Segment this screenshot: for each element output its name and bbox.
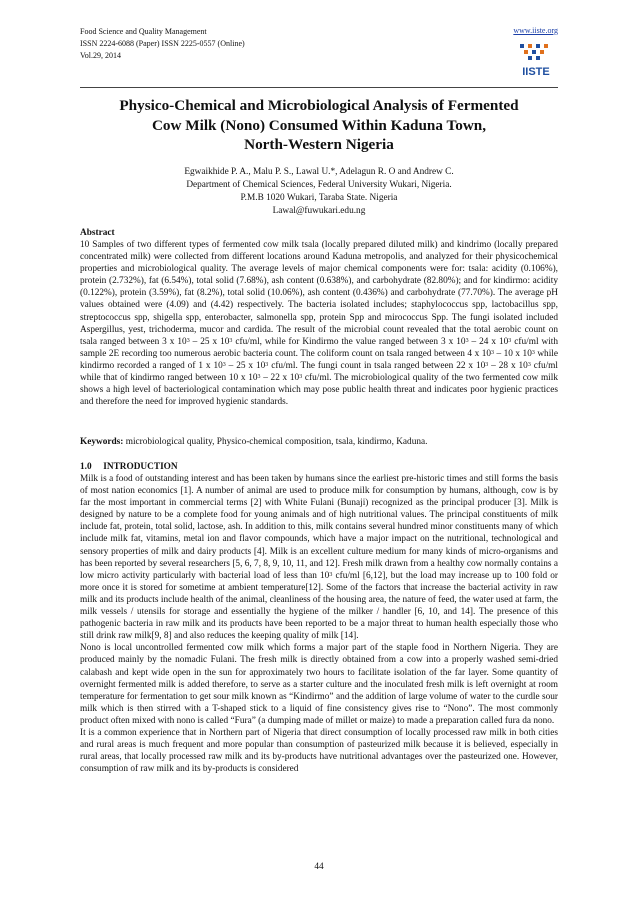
keywords-text: microbiological quality, Physico-chemical composition, tsala, kindirmo, Kaduna. [123,437,428,447]
intro-paragraph-1: Milk is a food of outstanding interest and has been taken by humans since the earliest pre-historic times and still forms the basis of most nation economics [1]. A number of animal are used to produce milk for consumption by humans, although, cow is by far the most important in commercial terms [2] with White Fulani (Bunaji) recognized as the principal producer [3]. Milk is designed by nature to be a complete food for young animals and of high nutritional values. The principal constituents of milk include fat, protein, total solid, lactose, ash. In addition to this, milk contains several hundred minor constituents many of which include milk fat, vitamins, metal ion and flavor compounds, which have a major impact on the nutritional, technological and sensory properties of milk and dairy products [4]. Milk is an excellent culture medium for many kinds of micro-organisms and has been reported by several researchers [5, 6, 7, 8, 9, 10, 11, and 12]. Fresh milk drawn from a healthy cow normally contains a low micro activity particularly with bacterial load of less than $10^3$ cfu/ml [6,12], but the load may increase up to 100 fold or more once it is stored for sometime at ambient temperature[12]. Some of the factors that increase the bacterial activity in raw milk and its products include health of the animal, cleanliness of the housing area, the nature of feed, the water used at farm, the milk vessels / utensils for storage and essentially the hygiene of the milker / handler [6, 10, and 14]. The presence of this pathogenic bacteria in raw milk and its products have been reported to be a major threat to human health especially those who still drink raw milk[9, 8] and also reduces the keeping quality of milk [14]. [80,474,558,642]
title-line-3: North-Western Nigeria [244,136,394,153]
introduction-heading: 1.0 INTRODUCTION [80,462,178,472]
abstract-heading: Abstract [80,228,115,238]
journal-header [80,26,560,63]
title-line-2: Cow Milk (Nono) Consumed Within Kaduna Town, [151,116,487,134]
keywords-label: Keywords: [80,437,124,447]
author-affiliation: Department of Chemical Sciences, Federal University Wukari, Nigeria. [186,180,452,190]
author-names: Egwaikhide P. A., Malu P. S., Lawal U.*, Adelagun R. O and Andrew C. [184,167,454,177]
intro-paragraph-3: It is a common experience that in Northern part of Nigeria that direct consumption of locally processed raw milk in both cities and rural areas is much frequent and more popular than consumption of pasteurized milk because it is believed, especially in rural areas, that locally processed raw milk and its by-products have nutritional advantages over the pasteurized one. However, consumption of raw milk and its by-products is considered [80,727,558,775]
paper-title [80,96,558,155]
logo-text: IISTE [522,66,550,78]
page-number: 44 [314,862,324,872]
keywords-line [80,436,558,448]
author-block [80,166,558,218]
volume-line: Vol.29, 2014 [80,51,121,61]
intro-paragraph-2: Nono is local uncontrolled fermented cow milk which forms a major part of the staple food in Northern Nigeria. They are produced mainly by the nomadic Fulani. The fresh milk is directly obtained from a cow into a properly washed semi-dried calabash and kept wide open in the sun for approximately two hours to facilitate isolation of the far layer. Some quantity of overnight fermented milk is added therefore, to serve as a starter culture and the inoculated fresh milk is left overnight at room temperature for fermentation to get sour milk known as “Kindirmo” and the addition of large volume of water to the curdle sour milk which is then stirred with a T-shaped stick to a liquid of fine consistency gives rise to “Nono”. The most commonly product often mixed with nono is called “Fura” (a dumping made of millet or maize) to made a preparation called fura da nono. [80,643,558,726]
author-email: Lawal@fuwukari.edu.ng [272,206,366,216]
abstract-text: 10 Samples of two different types of fermented cow milk tsala (locally prepared diluted milk) and kindrimo (locally prepared concentrated milk) were collected from different locations around Kaduna metropolis, and analyzed for their physicochemical properties and microbiological quality. The average levels of major chemical components were for: tsala: acidity (0.106%), protein (2.732%), fat (6.54%), total solid (7.68%), ash content (0.638%), and carbohydrate (82.80%); and for kindirmo: acidity (0.122%), protein (3.59%), fat (8.2%), total solid (10.06%), ash content (0.436%) and carbohydrate (77.70%). The average pH values obtained were (4.09) and (4.42) respectively. The bacteria isolated includes; staphylococcus spp, lactobacillus spp, streptococcus spp, shigella spp, enterobacter, salmonella spp, protein Spp and mirococcus Spp. The fungi isolated included Aspergillus, yest, trichoderma, mucor and cardida. The result of the microbial count revealed that the total aerobic count on tsala ranged between 3 x $10^3 - 25$ x $10^3$ cfu/ml, while for Kindirmo the value ranged between 3 x $10^3 - 24$ x $10^3$ cfu/ml with sample 2E recording too numerous aerobic bacteria count. The coliform count on tsala ranged between 4 x $10^3 - 10$ x $10^3$ while kindirmo recorded a ranged of 1 x $10^3 - 25$ x $10^3$ cfu/ml. The fungi count in tsala ranged between 22 x $10^3 - 28$ x $10^3$ cfu/ml while that of kindirmo ranged between 10 x $10^3 - 22$ x $10^3$ cfu/ml. The microbiological quality of the two fermented cow milk shows a high level of bacteriological contamination which may pose public health threat and indicates poor hygienic practices and therefore the need for improved hygienic standards. [80,240,559,408]
header-rule [80,87,558,88]
issn-line: ISSN 2224-6088 (Paper) ISSN 2225-0557 (Online) [80,39,245,49]
introduction-text [80,473,558,775]
iiste-logo [514,42,558,80]
title-line-1: Physico-Chemical and Microbiological Analysis of Fermented [119,97,519,114]
journal-url-link[interactable]: www.iiste.org [513,26,558,35]
journal-name: Food Science and Quality Management [80,27,207,36]
author-address: P.M.B 1020 Wukari, Taraba State. Nigeria [240,193,398,203]
